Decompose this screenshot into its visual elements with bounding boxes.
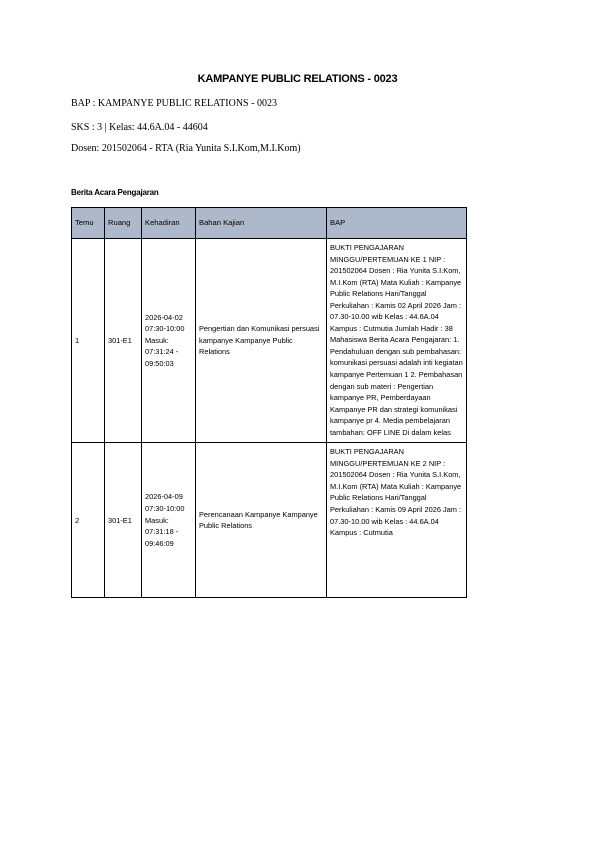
column-header-bap: BAP <box>327 208 467 239</box>
table-row <box>72 239 467 443</box>
column-header-temu: Temu <box>72 208 105 239</box>
cell-ruang: 301-E1 <box>105 443 142 598</box>
cell-ruang: 301-E1 <box>105 239 142 443</box>
berita-acara-table <box>71 207 467 598</box>
cell-temu: 2 <box>72 443 105 598</box>
cell-bahan-kajian: Perencanaan Kampanye Kampanye Public Relations <box>196 443 327 598</box>
cell-kehadiran: 2026-04-09 07:30-10:00 Masuk: 07:31:18 - 09:46:09 <box>142 443 196 598</box>
cell-temu: 1 <box>72 239 105 443</box>
column-header-ruang: Ruang <box>105 208 142 239</box>
cell-bap: BUKTI PENGAJARAN MINGGU/PERTEMUAN KE 1 NIP : 201502064 Dosen : Ria Yunita S.I.Kom, M.I.Kom (RTA) Mata Kuliah : Kampanye Public Relations Hari/Tanggal Perkuliahan : Kamis 02 April 2026 Jam : 07.30-10.00 wib Kelas : 44.6A.04 Kampus : Cutmutia Jumlah Hadir : 38 Mahasiswa Berita Acara Pengajaran: 1. Pendahuluan dengan sub pembahasan: komunikasi persuasi adalah inti kegiatan kampanye Pertemuan 1 2. Pembahasan dengan sub materi : Pengertian kampanye PR, Pemberdayaan Kampanye PR dan strategi komunikasi kampanye pr 4. Media pembelajaran tambahan: OFF LINE Di dalam kelas <box>327 239 467 443</box>
column-header-kehadiran: Kehadiran <box>142 208 196 239</box>
column-header-bahan-kajian: Bahan Kajian <box>196 208 327 239</box>
dosen-line: Dosen: 201502064 - RTA (Ria Yunita S.I.Kom,M.I.Kom) <box>71 143 301 154</box>
section-title: Berita Acara Pengajaran <box>71 188 159 197</box>
bap-line: BAP : KAMPANYE PUBLIC RELATIONS - 0023 <box>71 98 277 109</box>
page-title: KAMPANYE PUBLIC RELATIONS - 0023 <box>197 73 398 85</box>
sks-kelas-line: SKS : 3 | Kelas: 44.6A.04 - 44604 <box>71 122 208 133</box>
cell-kehadiran: 2026-04-02 07:30-10:00 Masuk: 07:31:24 - 09:50:03 <box>142 239 196 443</box>
table-row <box>72 443 467 598</box>
table-header-row <box>72 208 467 239</box>
cell-bahan-kajian: Pengertian dan Komunikasi persuasi kampanye Kampanye Public Relations <box>196 239 327 443</box>
cell-bap: BUKTI PENGAJARAN MINGGU/PERTEMUAN KE 2 NIP : 201502064 Dosen : Ria Yunita S.I.Kom, M.I.Kom (RTA) Mata Kuliah : Kampanye Public Relations Hari/Tanggal Perkuliahan : Kamis 09 April 2026 Jam : 07.30-10.00 wib Kelas : 44.6A.04 Kampus : Cutmutia <box>327 443 467 598</box>
